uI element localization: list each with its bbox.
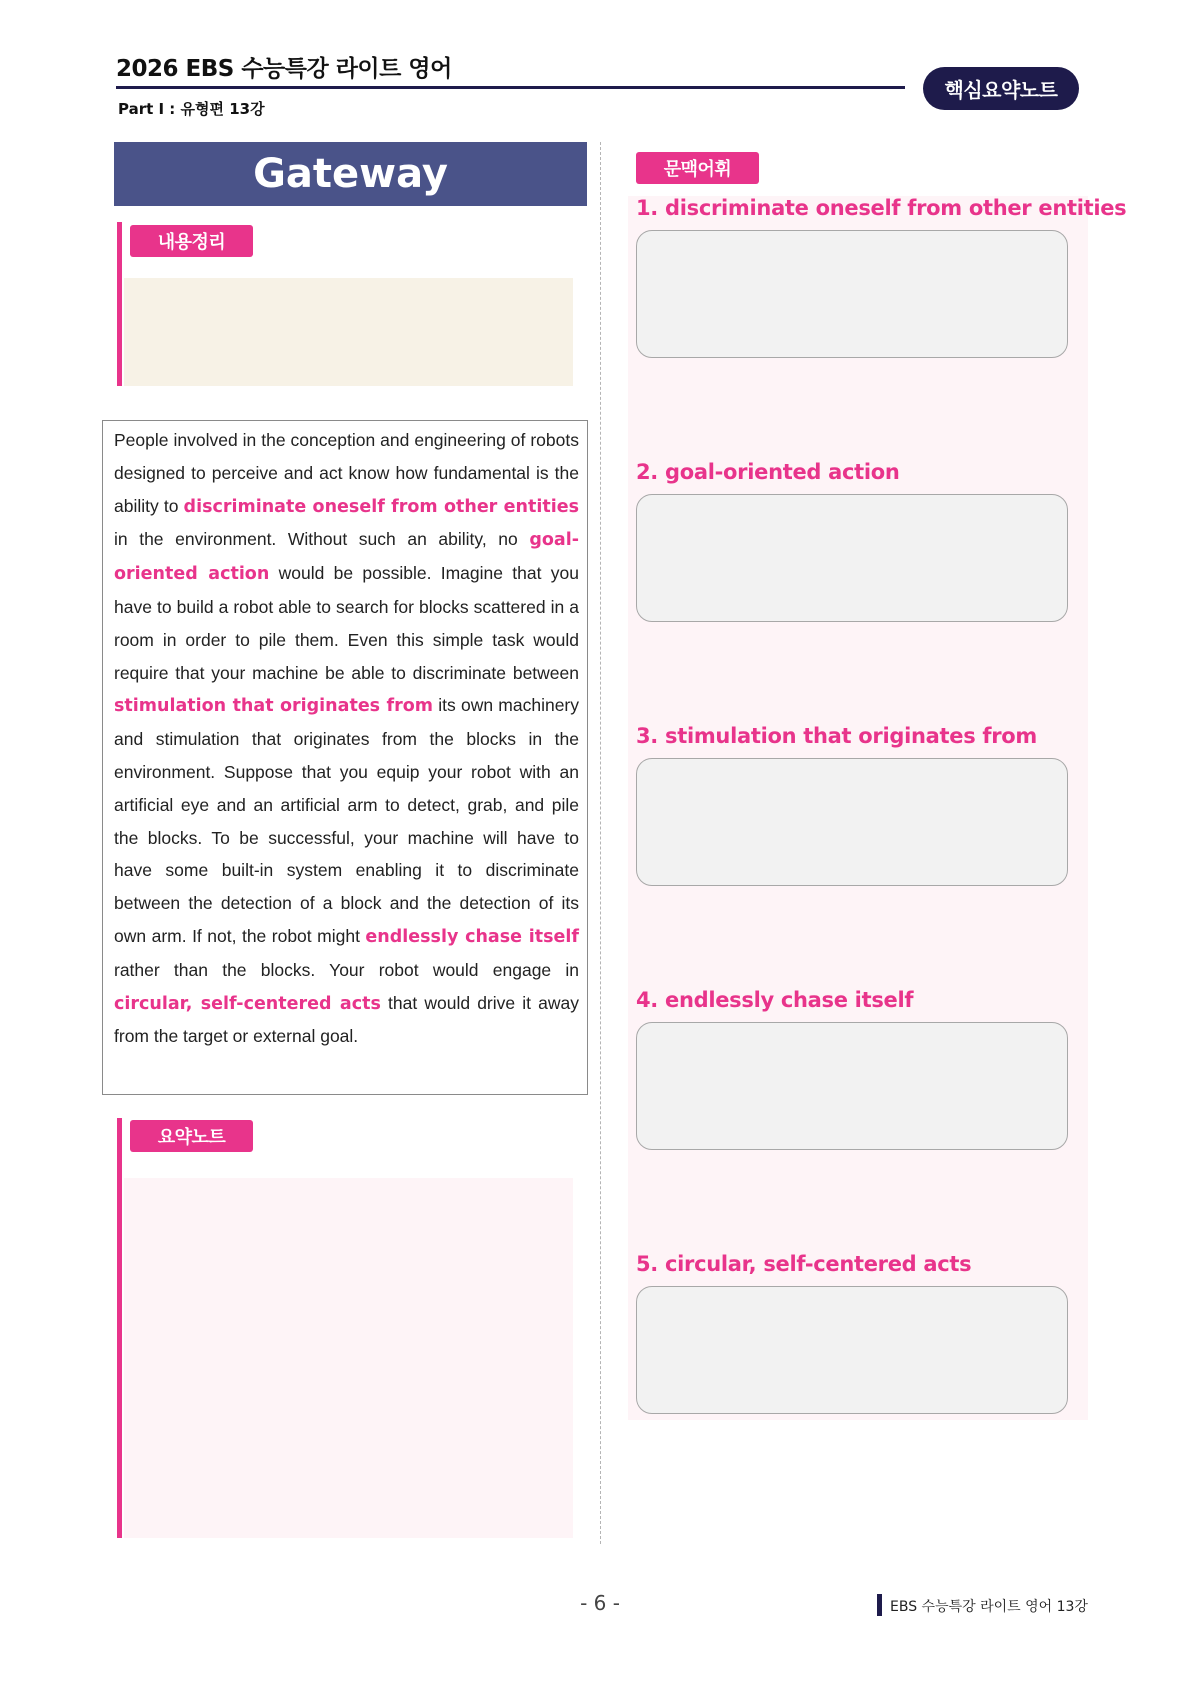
note-answer-area[interactable]	[124, 1178, 573, 1538]
footer-mark	[877, 1594, 882, 1616]
highlighted-phrase: endlessly chase itself	[365, 926, 579, 947]
highlighted-phrase: stimulation that originates from	[114, 696, 434, 717]
summary-label: 내용정리	[130, 225, 253, 257]
document-title: 2026 EBS 수능특강 라이트 영어	[116, 56, 452, 82]
vocab-answer-box-1[interactable]	[636, 230, 1068, 358]
passage-segment: its own machinery and stimulation that originates from the blocks in the environment. Suppose that you equip your robot with an artificial eye and an artificial arm to detect, grab, and pile the blocks. To be successful, your machine will have to have some built-in system enabling it to discriminate between the detection of a block and the detection of its own arm. If not, the robot might	[114, 695, 579, 946]
summary-answer-area[interactable]	[124, 278, 573, 386]
document-subtitle: Part Ⅰ : 유형편 13강	[118, 100, 265, 118]
passage-segment: that would drive it away from the target or external goal.	[114, 992, 580, 1047]
passage-segment: People involved in the conception and engineering of robots designed to perceive and act know how fundamental is the ability to	[114, 430, 579, 516]
vocab-heading-3: 3. stimulation that originates from	[636, 724, 1037, 748]
passage-segment: would be possible. Imagine that you have to build a robot able to search for blocks scattered in a room in order to pile them. Even this simple task would require that your machine be able to discriminate between	[114, 563, 579, 683]
passage-segment: in the environment. Without such an ability, no	[114, 529, 530, 550]
vocab-heading-5: 5. circular, self-centered acts	[636, 1252, 972, 1276]
vocab-heading-1: 1. discriminate oneself from other entities	[636, 196, 1127, 220]
passage-segment: rather than the blocks. Your robot would engage in	[114, 959, 579, 980]
header-rule	[116, 86, 905, 89]
page-number: - 6 -	[580, 1591, 620, 1615]
vocab-label: 문맥어휘	[636, 152, 759, 184]
vocab-heading-2: 2. goal-oriented action	[636, 460, 900, 484]
column-divider	[600, 142, 601, 1544]
vocab-heading-4: 4. endlessly chase itself	[636, 988, 914, 1012]
passage-text	[114, 424, 579, 1053]
gateway-banner: Gateway	[114, 142, 587, 206]
vocab-answer-box-5[interactable]	[636, 1286, 1068, 1414]
note-label: 요약노트	[130, 1120, 253, 1152]
footer-text: EBS 수능특강 라이트 영어 13강	[890, 1599, 1088, 1615]
vocab-answer-box-4[interactable]	[636, 1022, 1068, 1150]
highlighted-phrase: discriminate oneself from other entities	[183, 496, 579, 517]
highlighted-phrase: goal-oriented action	[114, 530, 579, 585]
header-badge: 핵심요약노트	[923, 67, 1079, 110]
highlighted-phrase: circular, self-centered acts	[114, 993, 381, 1014]
summary-section-bar	[117, 222, 122, 386]
vocab-answer-box-3[interactable]	[636, 758, 1068, 886]
vocab-answer-box-2[interactable]	[636, 494, 1068, 622]
note-section-bar	[117, 1118, 122, 1538]
